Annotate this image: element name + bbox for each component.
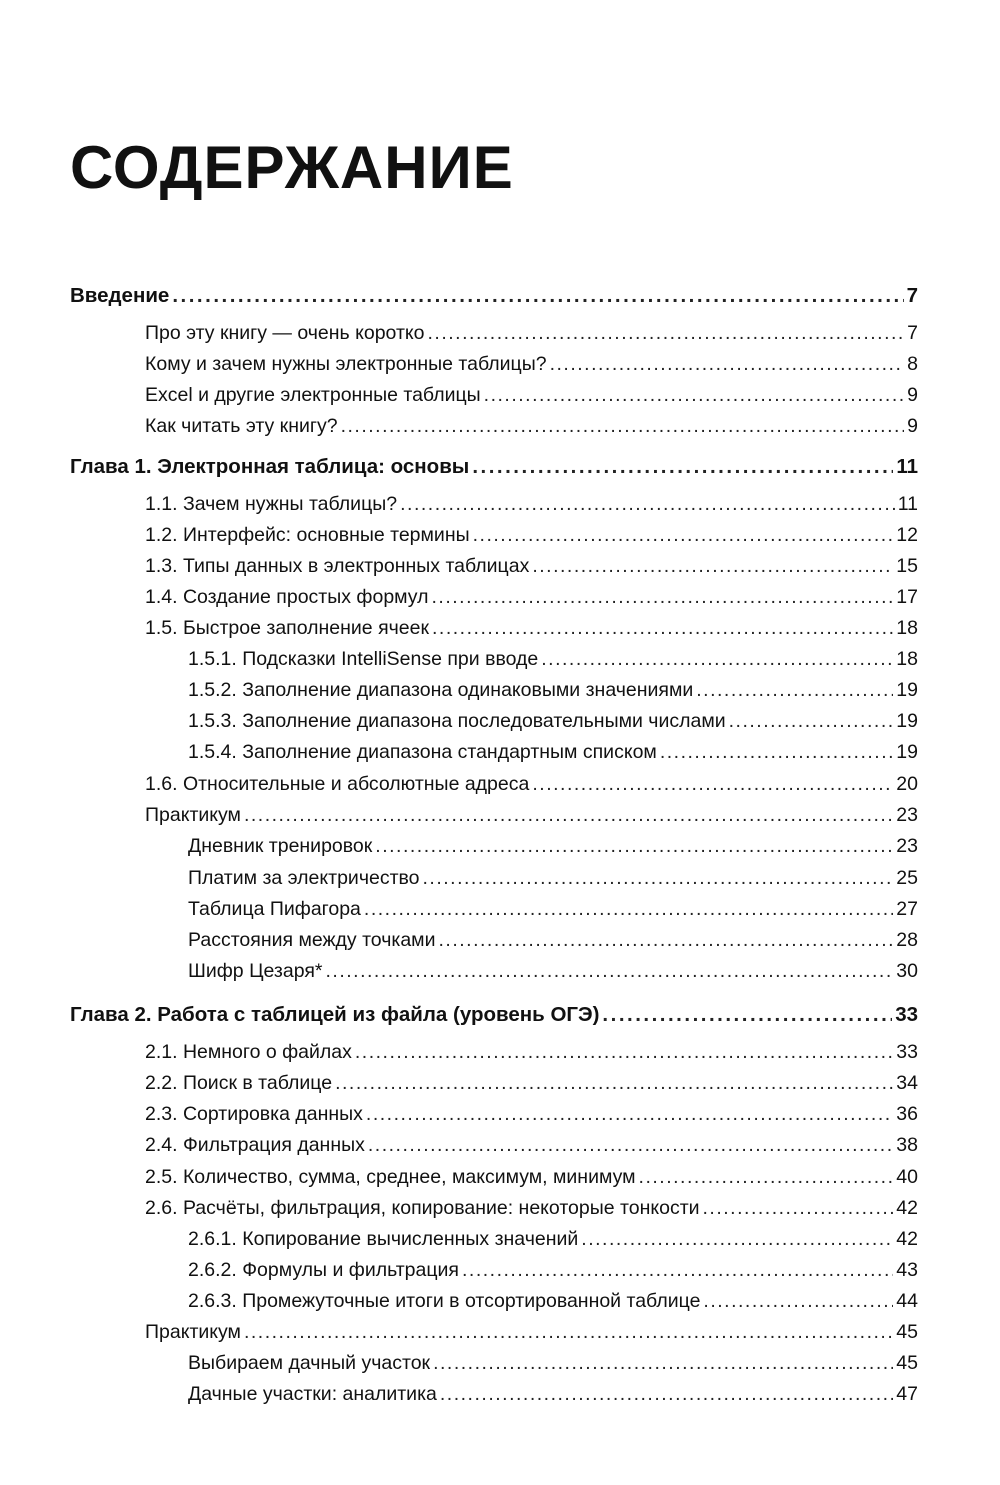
toc-entry-label: 2.6.2. Формулы и фильтрация	[188, 1259, 459, 1281]
toc-entry-page: 42	[896, 1228, 918, 1250]
toc-entry-page: 43	[896, 1259, 918, 1281]
dot-leader	[581, 1227, 893, 1251]
toc-subentry[interactable]	[188, 709, 918, 733]
toc-entry-label: 1.1. Зачем нужны таблицы?	[145, 493, 398, 515]
dot-leader	[368, 1133, 893, 1157]
toc-entry-page: 15	[896, 555, 918, 577]
dot-leader	[400, 492, 895, 516]
toc-entry-label: Кому и зачем нужны электронные таблицы?	[145, 353, 547, 375]
dot-leader	[484, 383, 904, 407]
toc-entry-page: 25	[896, 867, 918, 889]
toc-entry-label: Глава 2. Работа с таблицей из файла (уровень ОГЭ)	[70, 1003, 600, 1026]
toc-entry-page: 18	[896, 648, 918, 670]
toc-entry[interactable]	[145, 352, 918, 376]
toc-entry-label: 1.6. Относительные и абсолютные адреса	[145, 773, 530, 795]
toc-entry-label: Таблица Пифагора	[188, 898, 361, 920]
dot-leader	[532, 554, 893, 578]
toc-subentry[interactable]	[188, 866, 918, 890]
toc-entry-page: 36	[896, 1103, 918, 1125]
toc-entry-label: 2.1. Немного о файлах	[145, 1041, 352, 1063]
toc-subentry[interactable]	[188, 1382, 918, 1406]
toc-entry-label: 1.2. Интерфейс: основные термины	[145, 524, 470, 546]
toc-entry-label: Глава 1. Электронная таблица: основы	[70, 455, 470, 478]
toc-entry-label: Практикум	[145, 1321, 241, 1343]
toc-entry-label: 2.5. Количество, сумма, среднее, максимум, минимум	[145, 1166, 636, 1188]
toc-entry-label: 2.3. Сортировка данных	[145, 1103, 363, 1125]
dot-leader	[423, 866, 894, 890]
toc-entry-page: 12	[896, 524, 918, 546]
toc-subentry[interactable]	[188, 928, 918, 952]
toc-entry-label: 1.5.1. Подсказки IntelliSense при вводе	[188, 648, 539, 670]
toc-entry-page: 45	[896, 1321, 918, 1343]
toc-entry[interactable]	[145, 1320, 918, 1344]
dot-leader	[172, 284, 903, 308]
toc-entry-page: 19	[896, 679, 918, 701]
dot-leader	[341, 414, 905, 438]
dot-leader	[335, 1071, 893, 1095]
toc-entry[interactable]	[145, 321, 918, 345]
toc-entry-label: 2.6.1. Копирование вычисленных значений	[188, 1228, 579, 1250]
dot-leader	[703, 1196, 894, 1220]
dot-leader	[472, 455, 893, 479]
toc-entry-page: 34	[896, 1072, 918, 1094]
dot-leader	[364, 897, 893, 921]
toc-entry-label: Excel и другие электронные таблицы	[145, 384, 481, 406]
toc-entry-label: Расстояния между точками	[188, 929, 436, 951]
toc-entry[interactable]	[145, 585, 918, 609]
dot-leader	[355, 1040, 893, 1064]
toc-subentry[interactable]	[188, 1258, 918, 1282]
dot-leader	[431, 585, 893, 609]
toc-entry-label: Дачные участки: аналитика	[188, 1383, 437, 1405]
toc-entry-page: 23	[896, 804, 918, 826]
dot-leader	[244, 803, 893, 827]
page-title: СОДЕРЖАНИЕ	[70, 134, 514, 201]
dot-leader	[541, 647, 893, 671]
toc-subentry[interactable]	[188, 897, 918, 921]
toc-entry[interactable]	[145, 1102, 918, 1126]
toc-entry-page: 30	[896, 960, 918, 982]
toc-entry[interactable]	[145, 383, 918, 407]
toc-subentry[interactable]	[188, 834, 918, 858]
toc-entry-label: Как читать эту книгу?	[145, 415, 338, 437]
toc-entry-page: 9	[907, 384, 918, 406]
dot-leader	[639, 1165, 894, 1189]
toc-subentry[interactable]	[188, 1227, 918, 1251]
dot-leader	[433, 1351, 893, 1375]
toc-entry-label: Про эту книгу — очень коротко	[145, 322, 425, 344]
toc-entry[interactable]	[145, 1196, 918, 1220]
toc-entry[interactable]	[145, 1133, 918, 1157]
dot-leader	[432, 616, 893, 640]
toc-entry[interactable]	[145, 1040, 918, 1064]
toc-entry-label: 1.5.3. Заполнение диапазона последовательными числами	[188, 710, 726, 732]
toc-entry-page: 19	[896, 710, 918, 732]
dot-leader	[696, 678, 893, 702]
toc-entry-page: 33	[896, 1041, 918, 1063]
toc-entry-label: Введение	[70, 284, 170, 307]
toc-entry-page: 7	[906, 284, 918, 307]
toc-subentry[interactable]	[188, 678, 918, 702]
toc-entry-page: 44	[896, 1290, 918, 1312]
toc-entry-label: 1.5.2. Заполнение диапазона одинаковыми значениями	[188, 679, 694, 701]
dot-leader	[602, 1003, 892, 1027]
toc-chapter-intro[interactable]	[70, 284, 918, 308]
dot-leader	[244, 1320, 893, 1344]
dot-leader	[428, 321, 905, 345]
toc-entry-page: 38	[896, 1134, 918, 1156]
dot-leader	[440, 1382, 893, 1406]
toc-chapter-1[interactable]	[70, 455, 918, 479]
toc-entry[interactable]	[145, 554, 918, 578]
toc-entry[interactable]	[145, 523, 918, 547]
toc-entry-page: 11	[896, 455, 918, 478]
toc-entry-label: Шифр Цезаря*	[188, 960, 323, 982]
toc-chapter-2[interactable]	[70, 1003, 918, 1027]
toc-subentry[interactable]	[188, 740, 918, 764]
toc-entry-page: 47	[896, 1383, 918, 1405]
toc-entry-label: 1.5. Быстрое заполнение ячеек	[145, 617, 430, 639]
toc-entry-label: Дневник тренировок	[188, 835, 373, 857]
toc-entry[interactable]	[145, 1165, 918, 1189]
toc-entry-label: 1.4. Создание простых формул	[145, 586, 429, 608]
toc-entry[interactable]	[145, 1071, 918, 1095]
toc-entry-page: 9	[907, 415, 918, 437]
toc-entry-label: 2.2. Поиск в таблице	[145, 1072, 333, 1094]
dot-leader	[438, 928, 893, 952]
dot-leader	[729, 709, 894, 733]
dot-leader	[532, 772, 893, 796]
toc-entry-page: 11	[897, 493, 918, 515]
toc-entry[interactable]	[145, 772, 918, 796]
toc-entry-page: 45	[896, 1352, 918, 1374]
toc-entry-page: 33	[895, 1003, 918, 1026]
dot-leader	[703, 1289, 893, 1313]
toc-entry-label: 2.6. Расчёты, фильтрация, копирование: некоторые тонкости	[145, 1197, 700, 1219]
toc-entry-page: 27	[896, 898, 918, 920]
toc-entry-page: 42	[896, 1197, 918, 1219]
toc-entry[interactable]	[145, 803, 918, 827]
dot-leader	[660, 740, 893, 764]
toc-entry[interactable]	[145, 616, 918, 640]
toc-entry-label: 2.4. Фильтрация данных	[145, 1134, 365, 1156]
toc-entry-label: Платим за электричество	[188, 867, 420, 889]
toc-entry-page: 20	[896, 773, 918, 795]
dot-leader	[462, 1258, 893, 1282]
toc-entry-label: 2.6.3. Промежуточные итоги в отсортированной таблице	[188, 1290, 701, 1312]
toc-subentry[interactable]	[188, 647, 918, 671]
dot-leader	[550, 352, 905, 376]
toc-entry-page: 19	[896, 741, 918, 763]
toc-subentry[interactable]	[188, 959, 918, 983]
toc-entry-page: 23	[896, 835, 918, 857]
toc-subentry[interactable]	[188, 1351, 918, 1375]
dot-leader	[325, 959, 893, 983]
dot-leader	[473, 523, 894, 547]
toc-entry-page: 8	[907, 353, 918, 375]
toc-entry-page: 40	[896, 1166, 918, 1188]
toc-entry-page: 28	[896, 929, 918, 951]
toc-entry-label: Практикум	[145, 804, 241, 826]
toc-entry-label: Выбираем дачный участок	[188, 1352, 431, 1374]
dot-leader	[366, 1102, 893, 1126]
toc-entry[interactable]	[145, 492, 918, 516]
toc-entry-label: 1.5.4. Заполнение диапазона стандартным списком	[188, 741, 657, 763]
toc-entry[interactable]	[145, 414, 918, 438]
toc-entry-label: 1.3. Типы данных в электронных таблицах	[145, 555, 530, 577]
toc-entry-page: 7	[907, 322, 918, 344]
toc-entry-page: 18	[896, 617, 918, 639]
toc-subentry[interactable]	[188, 1289, 918, 1313]
dot-leader	[375, 834, 893, 858]
toc-entry-page: 17	[896, 586, 918, 608]
